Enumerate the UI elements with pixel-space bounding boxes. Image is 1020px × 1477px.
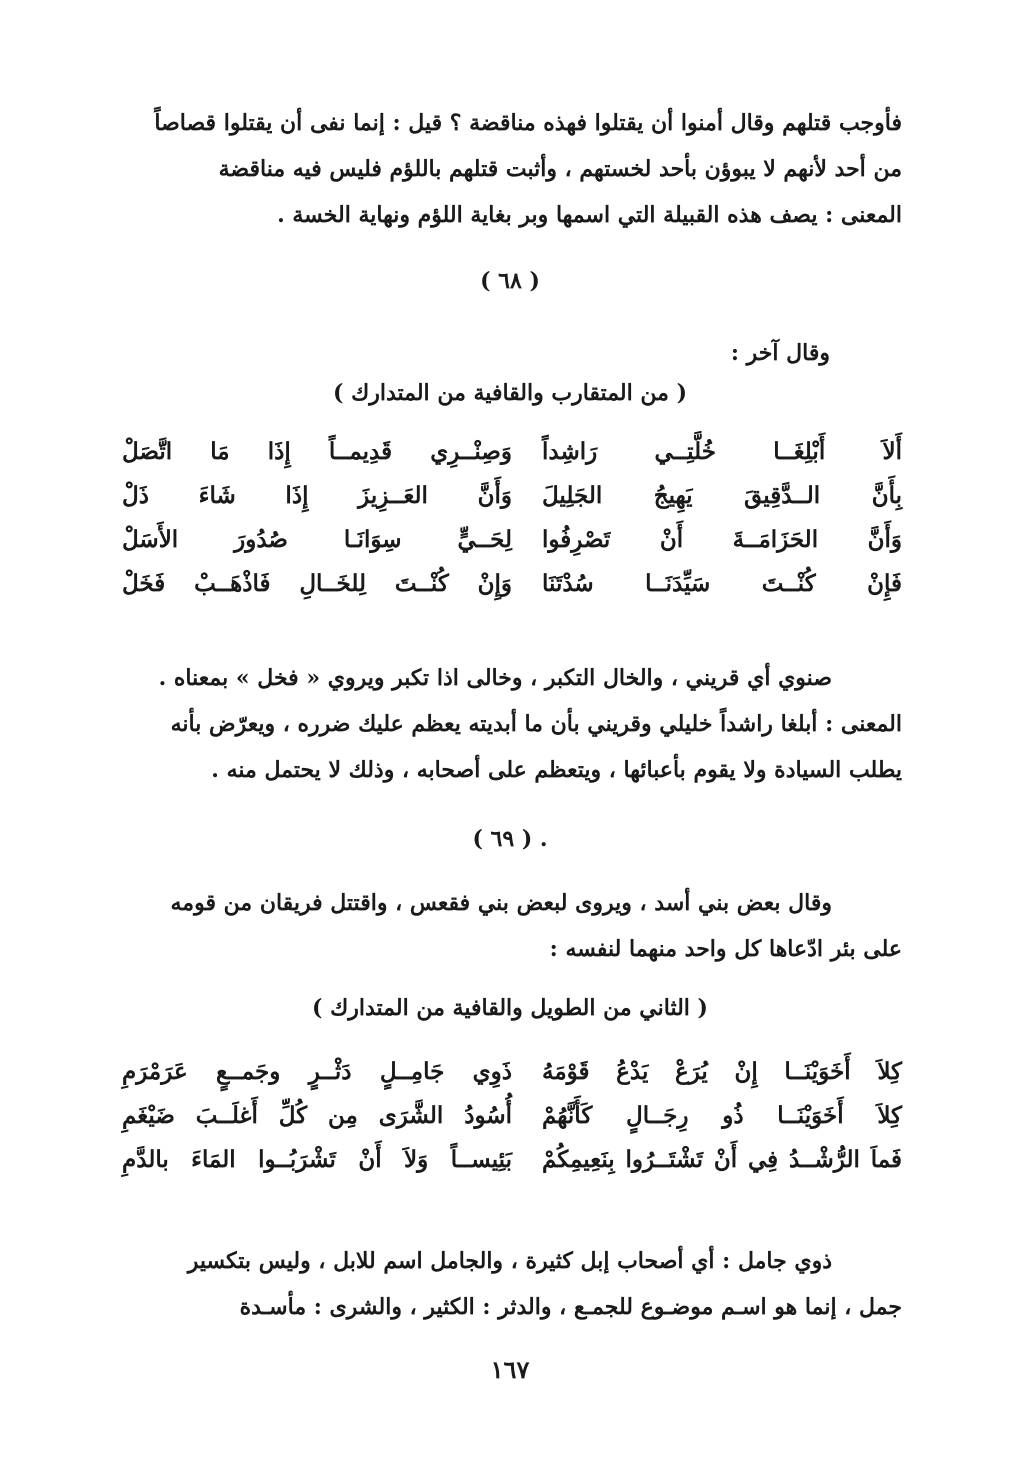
- first-hemistich: بِأَنَّ الــدَّقِيقَ يَهِيجُ الجَلِيلَ: [542, 482, 902, 509]
- second-hemistich: وَصِنْــرِي قَدِيمــاً إِذَا مَا اتَّصَلْ: [122, 438, 512, 465]
- second-hemistich: لِحَــيٍّ سِوَانَـا صُدُورَ الأَسَلْ: [122, 526, 512, 553]
- section-number-68: ( ٦٨ ): [480, 268, 540, 294]
- intro-69: [112, 880, 902, 972]
- page-number: ١٦٧: [490, 1355, 530, 1384]
- verse: [122, 438, 902, 482]
- first-hemistich: وَأَنَّ الحَزَامَــةَ أَنْ تَصْرِفُوا: [542, 526, 902, 553]
- top-paragraph: [112, 100, 902, 238]
- text-line: من أحد لأنهم لا يبوؤن بأحد لخستهم ، وأثبت قتلهم باللؤم فليس فيه مناقضة: [218, 156, 902, 182]
- verse: [122, 526, 902, 570]
- meter-68: ( من المتقارب والقافية من المتدارك ): [333, 380, 687, 406]
- first-hemistich: أَلاَ أَبْلِغَــا خُلَّتِــي رَاشِداً: [542, 438, 902, 465]
- text-line: المعنى : يصف هذه القبيلة التي اسمها وبر بغاية اللؤم ونهاية الخسة .: [277, 202, 902, 228]
- first-hemistich: فَإِنْ كُنْــتَ سَيِّدَنَــا سُدْتَنَا: [542, 570, 902, 597]
- verse: [122, 482, 902, 526]
- meter-69: ( الثاني من الطويل والقافية من المتدارك ): [312, 995, 708, 1021]
- second-hemistich: وَأَنَّ العَــزِيزَ إِذَا شَاءَ ذَلْ: [122, 482, 512, 509]
- text-line: ذوي جامل : أي أصحاب إبل كثيرة ، والجامل اسم للابل ، وليس بتكسير: [187, 1248, 832, 1274]
- text-line: يطلب السيادة ولا يقوم بأعبائها ، ويتعظم على أصحابه ، وذلك لا يحتمل منه .: [211, 757, 902, 783]
- text-line: وقال بعض بني أسد ، ويروى لبعض بني فقعس ، واقتتل فريقان من قومه: [170, 890, 832, 916]
- verse: [122, 1058, 902, 1102]
- text-line: على بئر ادّعاها كل واحد منهما لنفسه :: [549, 936, 902, 962]
- second-hemistich: بَئِيســاً وَلاَ أَنْ تَشْرَبُــوا المَاءَ بالدَّمِ: [122, 1146, 512, 1173]
- text-line: صنوي أي قريني ، والخال التكبر ، وخالى اذا تكبر ويروي « فخل » بمعناه .: [158, 665, 832, 691]
- text-line: المعنى : أبلغا راشداً خليلي وقريني بأن ما أبديته يعظم عليك ضرره ، ويعرّض بأنه: [170, 711, 902, 737]
- poem-69: [122, 1058, 902, 1190]
- text-line: جمل ، إنما هو اسـم موضـوع للجمـع ، والدثر : الكثير ، والشرى : مأسـدة: [239, 1294, 902, 1320]
- verse: [122, 1102, 902, 1146]
- poem-68: [122, 438, 902, 614]
- second-hemistich: وَإِنْ كُنْــتَ لِلخَــالِ فَاذْهَــبْ فَخَلْ: [122, 570, 512, 597]
- verse: [122, 1146, 902, 1190]
- first-hemistich: كِلاَ أَخَوَيْنَــا ذُو رِجَــالٍ كَأَنَّهُمْ: [542, 1102, 902, 1129]
- verse: [122, 570, 902, 614]
- text-line: فأوجب قتلهم وقال أمنوا أن يقتلوا فهذه مناقضة ؟ قيل : إنما نفى أن يقتلوا قصاصاً: [154, 110, 902, 136]
- second-hemistich: ذَوِي جَامِــلٍ دَثْــرٍ وجَمــعٍ عَرَمْرَمِ: [122, 1058, 512, 1085]
- first-hemistich: كِلاَ أَخَوَيْنَــا إِنْ يُرَعْ يَدْعُ قَوْمَهُ: [542, 1058, 902, 1085]
- commentary-69: [112, 1238, 902, 1330]
- commentary-68: [112, 655, 902, 793]
- intro-68: وقال آخر :: [730, 340, 830, 366]
- first-hemistich: فَماَ الرُّشْــدُ فِي أَنْ تَشْتَــرُوا بِنَعِيمِكُمْ: [542, 1146, 902, 1173]
- second-hemistich: أُسُودُ الشَّرَى مِن كُلِّ أَغلَــبَ ضَيْغَمِ: [122, 1102, 512, 1129]
- section-number-69: . ( ٦٩ ): [472, 826, 548, 852]
